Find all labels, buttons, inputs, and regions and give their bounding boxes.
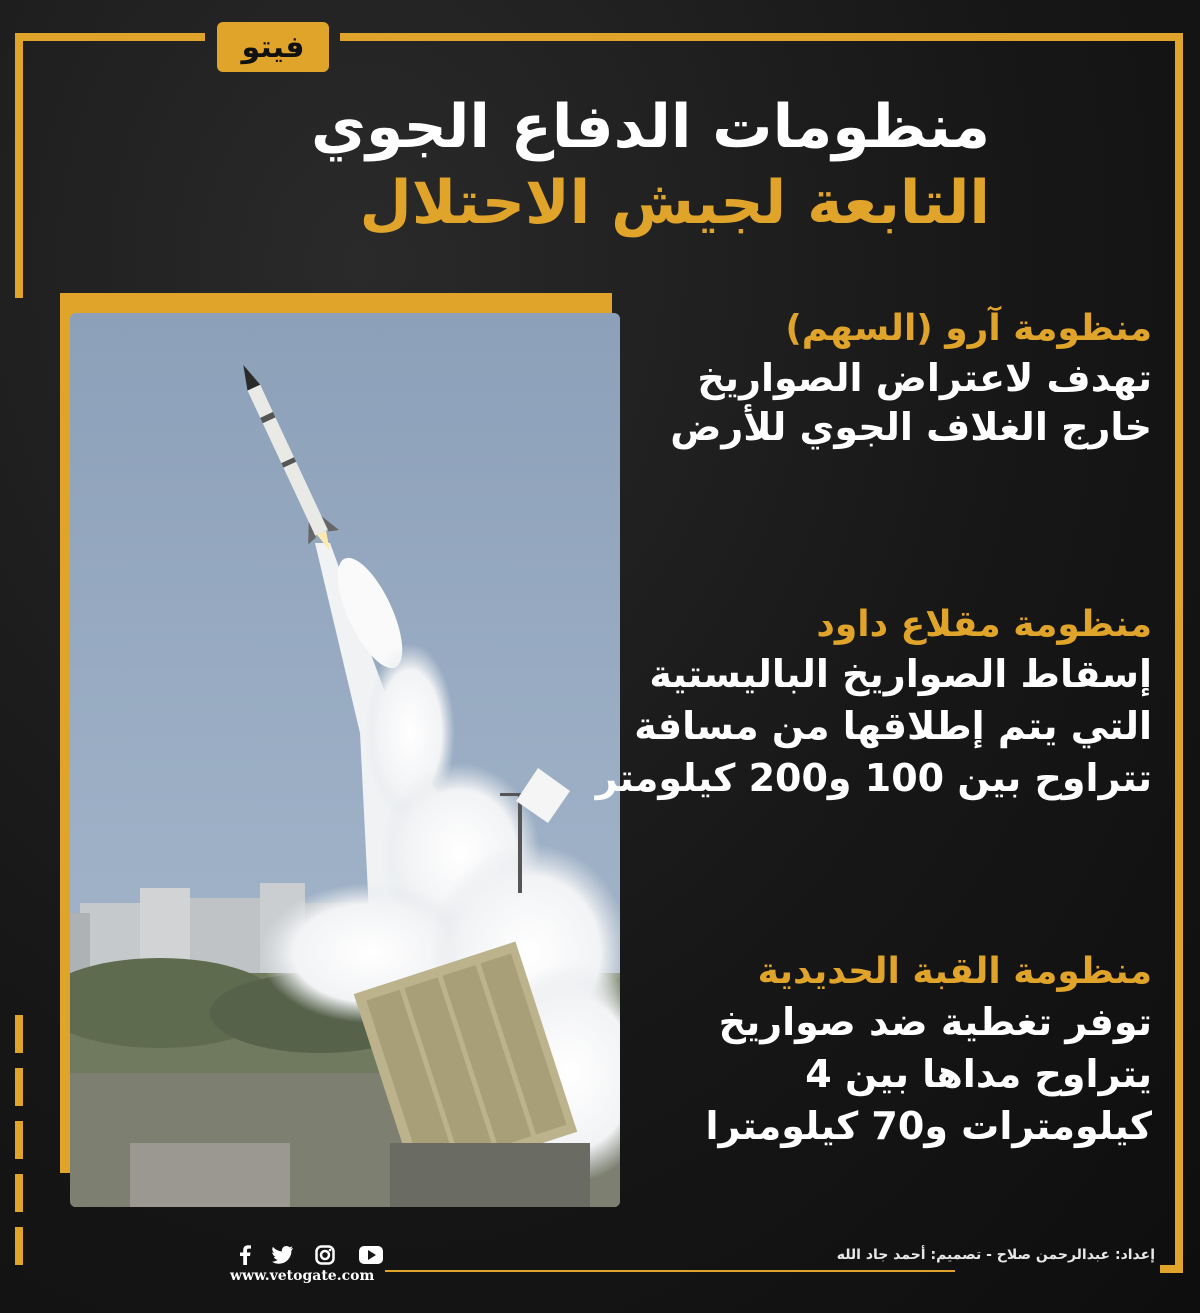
system-desc-line: تهدف لاعتراض الصواريخ [697,356,1152,400]
system-desc-line: إسقاط الصواريخ الباليستية [649,652,1152,696]
frame-top-right [340,33,1183,41]
frame-dash [15,1174,23,1212]
system-title-arrow: منظومة آرو (السهم) [785,308,1152,349]
footer-credit: إعداد: عبدالرحمن صلاح - تصميم: أحمد جاد الله [836,1247,1155,1263]
system-desc-line: خارج الغلاف الجوي للأرض [670,405,1152,449]
system-desc-line: تتراوح بين 100 و200 كيلومتر [595,756,1152,800]
twitter-icon[interactable] [270,1244,296,1266]
missile-launch-illustration [70,313,620,1207]
frame-left [15,33,23,298]
system-title-davids-sling: منظومة مقلاع داود [816,604,1152,645]
logo-text: فيتو [241,29,305,65]
frame-dash [15,1015,23,1053]
system-title-iron-dome: منظومة القبة الحديدية [757,951,1152,992]
frame-top [15,33,205,41]
footer-divider [385,1270,955,1272]
youtube-icon[interactable] [358,1244,384,1266]
system-desc-line: كيلومترات و70 كيلومترا [705,1104,1152,1148]
system-desc-line: يتراوح مداها بين 4 [805,1052,1152,1096]
frame-dash [15,1121,23,1159]
missile-launch-photo [70,313,620,1207]
frame-dash [15,1068,23,1106]
frame-dash [15,1227,23,1265]
page-title: منظومات الدفاع الجوي [311,92,990,162]
brand-logo [217,22,329,72]
frame-bottom-right [1160,1265,1183,1273]
instagram-icon[interactable] [312,1244,338,1266]
system-desc-line: التي يتم إطلاقها من مسافة [634,704,1152,748]
website-link[interactable]: www.vetogate.com [230,1268,375,1284]
frame-right [1175,33,1183,1273]
facebook-icon[interactable] [232,1244,258,1266]
system-desc-line: توفر تغطية ضد صواريخ [718,1000,1152,1044]
page-subtitle: التابعة لجيش الاحتلال [359,168,990,238]
